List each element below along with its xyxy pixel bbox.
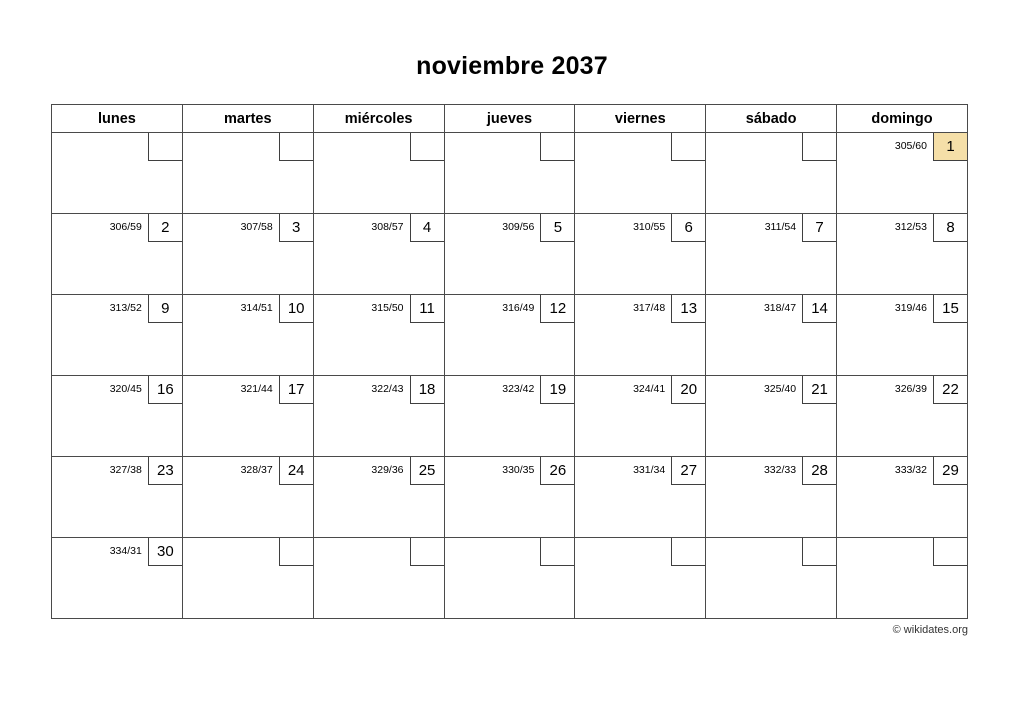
- day-number-box[interactable]: 20: [671, 376, 705, 404]
- day-of-year-label: 322/43: [371, 383, 404, 395]
- day-cell-inner: [314, 457, 444, 537]
- weekday-header-lunes: lunes: [52, 105, 183, 133]
- day-of-year-label: 321/44: [240, 383, 273, 395]
- day-of-year-label: 311/54: [764, 221, 797, 233]
- weekday-header-domingo: domingo: [837, 105, 968, 133]
- weekday-header-row: [52, 105, 968, 133]
- day-cell-inner: [52, 295, 182, 375]
- calendar-day-cell[interactable]: [182, 214, 313, 295]
- day-cell-inner: [837, 133, 967, 213]
- month-calendar: [51, 104, 968, 619]
- day-of-year-label: 332/33: [763, 464, 797, 476]
- day-cell-inner: [314, 133, 444, 213]
- day-of-year-label: 318/47: [763, 302, 797, 314]
- day-of-year-label: 305/60: [894, 140, 927, 152]
- day-number-box[interactable]: 12: [540, 295, 574, 323]
- day-number-box[interactable]: 19: [540, 376, 574, 404]
- calendar-day-cell[interactable]: [444, 457, 575, 538]
- day-cell-inner: [837, 376, 967, 456]
- calendar-empty-cell: [182, 538, 313, 619]
- day-number-box[interactable]: 4: [410, 214, 444, 242]
- day-cell-inner: [183, 133, 313, 213]
- day-number-box-empty: [279, 133, 313, 161]
- calendar-empty-cell: [837, 538, 968, 619]
- day-cell-inner: [575, 538, 705, 618]
- calendar-day-cell[interactable]: [313, 376, 444, 457]
- day-of-year-label: 334/31: [109, 545, 142, 557]
- weekday-header-miercoles: miércoles: [313, 105, 444, 133]
- day-of-year-label: 329/36: [371, 464, 404, 476]
- day-number-box[interactable]: 8: [933, 214, 967, 242]
- calendar-day-cell[interactable]: [313, 295, 444, 376]
- day-number-box[interactable]: 7: [802, 214, 836, 242]
- calendar-day-cell[interactable]: [837, 457, 968, 538]
- day-number-box[interactable]: 24: [279, 457, 313, 485]
- day-number-box[interactable]: 26: [540, 457, 574, 485]
- day-number-box[interactable]: 15: [933, 295, 967, 323]
- calendar-body: [52, 133, 968, 619]
- day-cell-inner: [445, 214, 575, 294]
- day-cell-inner: [314, 538, 444, 618]
- day-of-year-label: 313/52: [109, 302, 142, 314]
- day-cell-inner: [706, 376, 836, 456]
- calendar-day-cell[interactable]: [575, 457, 706, 538]
- day-number-box-empty: [148, 133, 182, 161]
- day-number-box-empty: [671, 538, 705, 566]
- day-of-year-label: 324/41: [633, 383, 666, 395]
- calendar-day-cell[interactable]: [52, 538, 183, 619]
- credit-label: © wikidates.org: [892, 624, 968, 636]
- day-cell-inner: [52, 133, 182, 213]
- day-of-year-label: 323/42: [502, 383, 535, 395]
- day-of-year-label: 314/51: [240, 302, 273, 314]
- day-of-year-label: 306/59: [109, 221, 142, 233]
- day-of-year-label: 310/55: [633, 221, 666, 233]
- day-of-year-label: 328/37: [240, 464, 273, 476]
- day-number-box[interactable]: 5: [540, 214, 574, 242]
- weekday-header-jueves: jueves: [444, 105, 575, 133]
- calendar-empty-cell: [313, 133, 444, 214]
- calendar-week-row: [52, 295, 968, 376]
- day-cell-inner: [706, 133, 836, 213]
- day-number-box[interactable]: 6: [671, 214, 705, 242]
- calendar-day-cell[interactable]: [837, 376, 968, 457]
- day-number-box[interactable]: 10: [279, 295, 313, 323]
- weekday-header-sabado: sábado: [706, 105, 837, 133]
- day-number-box-empty: [802, 133, 836, 161]
- day-number-box[interactable]: 25: [410, 457, 444, 485]
- day-cell-inner: [314, 214, 444, 294]
- day-number-box-empty: [540, 133, 574, 161]
- calendar-day-cell[interactable]: [182, 457, 313, 538]
- calendar-empty-cell: [575, 133, 706, 214]
- day-cell-inner: [52, 376, 182, 456]
- day-of-year-label: 327/38: [109, 464, 142, 476]
- day-cell-inner: [706, 214, 836, 294]
- calendar-day-cell[interactable]: [575, 214, 706, 295]
- day-cell-inner: [837, 538, 967, 618]
- calendar-empty-cell: [575, 538, 706, 619]
- day-cell-inner: [445, 538, 575, 618]
- day-cell-inner: [575, 214, 705, 294]
- day-cell-inner: [314, 376, 444, 456]
- day-cell-inner: [445, 457, 575, 537]
- calendar-day-cell[interactable]: [575, 376, 706, 457]
- day-number-box[interactable]: 2: [148, 214, 182, 242]
- day-number-box[interactable]: 9: [148, 295, 182, 323]
- day-of-year-label: 320/45: [109, 383, 142, 395]
- day-cell-inner: [575, 376, 705, 456]
- day-of-year-label: 308/57: [371, 221, 404, 233]
- day-of-year-label: 333/32: [894, 464, 927, 476]
- day-cell-inner: [837, 457, 967, 537]
- calendar-empty-cell: [706, 538, 837, 619]
- calendar-week-row: [52, 133, 968, 214]
- day-number-box-empty: [671, 133, 705, 161]
- calendar-day-cell[interactable]: [444, 295, 575, 376]
- day-cell-inner: [183, 214, 313, 294]
- calendar-week-row: [52, 538, 968, 619]
- calendar-day-cell[interactable]: [52, 457, 183, 538]
- day-of-year-label: 316/49: [502, 302, 535, 314]
- calendar-day-cell[interactable]: [182, 376, 313, 457]
- day-number-box[interactable]: 22: [933, 376, 967, 404]
- day-of-year-label: 331/34: [633, 464, 666, 476]
- day-number-box-empty: [540, 538, 574, 566]
- calendar-day-cell[interactable]: [444, 376, 575, 457]
- day-number-box-empty: [802, 538, 836, 566]
- calendar-week-row: [52, 376, 968, 457]
- day-number-box[interactable]: 23: [148, 457, 182, 485]
- calendar-day-cell[interactable]: [706, 457, 837, 538]
- day-cell-inner: [837, 214, 967, 294]
- calendar-empty-cell: [52, 133, 183, 214]
- day-number-box[interactable]: 27: [671, 457, 705, 485]
- day-cell-inner: [837, 295, 967, 375]
- calendar-day-cell[interactable]: [182, 295, 313, 376]
- day-number-box[interactable]: 3: [279, 214, 313, 242]
- day-number-box[interactable]: 30: [148, 538, 182, 566]
- day-number-box[interactable]: 13: [671, 295, 705, 323]
- day-number-box[interactable]: 18: [410, 376, 444, 404]
- day-cell-inner: [575, 295, 705, 375]
- calendar-day-cell[interactable]: [575, 295, 706, 376]
- calendar-empty-cell: [444, 133, 575, 214]
- day-number-box[interactable]: 28: [802, 457, 836, 485]
- day-cell-inner: [445, 376, 575, 456]
- day-number-box-empty: [933, 538, 967, 566]
- day-number-box[interactable]: 29: [933, 457, 967, 485]
- day-of-year-label: 315/50: [371, 302, 404, 314]
- page-title: noviembre 2037: [416, 52, 608, 80]
- day-of-year-label: 312/53: [894, 221, 927, 233]
- day-cell-inner: [575, 133, 705, 213]
- day-cell-inner: [183, 376, 313, 456]
- day-cell-inner: [52, 214, 182, 294]
- day-cell-inner: [52, 538, 182, 618]
- day-number-box[interactable]: 21: [802, 376, 836, 404]
- day-number-box[interactable]: 14: [802, 295, 836, 323]
- calendar-day-cell[interactable]: [706, 295, 837, 376]
- calendar-day-cell[interactable]: [52, 376, 183, 457]
- day-cell-inner: [445, 133, 575, 213]
- day-cell-inner: [314, 295, 444, 375]
- day-cell-inner: [445, 295, 575, 375]
- day-of-year-label: 325/40: [763, 383, 797, 395]
- day-cell-inner: [183, 295, 313, 375]
- day-number-box[interactable]: 17: [279, 376, 313, 404]
- day-of-year-label: 317/48: [633, 302, 666, 314]
- calendar-empty-cell: [706, 133, 837, 214]
- day-cell-inner: [183, 538, 313, 618]
- day-number-box[interactable]: 1: [933, 133, 967, 161]
- day-of-year-label: 307/58: [240, 221, 273, 233]
- day-cell-inner: [706, 295, 836, 375]
- calendar-week-row: [52, 457, 968, 538]
- calendar-day-cell[interactable]: [444, 214, 575, 295]
- day-number-box[interactable]: 11: [410, 295, 444, 323]
- day-of-year-label: 319/46: [894, 302, 927, 314]
- calendar-week-row: [52, 214, 968, 295]
- calendar-day-cell[interactable]: [52, 295, 183, 376]
- calendar-empty-cell: [444, 538, 575, 619]
- calendar-day-cell[interactable]: [837, 133, 968, 214]
- day-number-box-empty: [410, 538, 444, 566]
- day-cell-inner: [52, 457, 182, 537]
- calendar-day-cell[interactable]: [706, 376, 837, 457]
- weekday-header-martes: martes: [182, 105, 313, 133]
- calendar-day-cell[interactable]: [313, 214, 444, 295]
- day-number-box-empty: [279, 538, 313, 566]
- day-number-box-empty: [410, 133, 444, 161]
- day-number-box[interactable]: 16: [148, 376, 182, 404]
- calendar-day-cell[interactable]: [313, 457, 444, 538]
- calendar-empty-cell: [313, 538, 444, 619]
- calendar-day-cell[interactable]: [706, 214, 837, 295]
- calendar-day-cell[interactable]: [837, 214, 968, 295]
- weekday-header-viernes: viernes: [575, 105, 706, 133]
- calendar-empty-cell: [182, 133, 313, 214]
- day-of-year-label: 326/39: [894, 383, 927, 395]
- day-of-year-label: 330/35: [502, 464, 535, 476]
- day-of-year-label: 309/56: [502, 221, 535, 233]
- day-cell-inner: [706, 538, 836, 618]
- day-cell-inner: [183, 457, 313, 537]
- day-cell-inner: [575, 457, 705, 537]
- calendar-day-cell[interactable]: [837, 295, 968, 376]
- day-cell-inner: [706, 457, 836, 537]
- calendar-day-cell[interactable]: [52, 214, 183, 295]
